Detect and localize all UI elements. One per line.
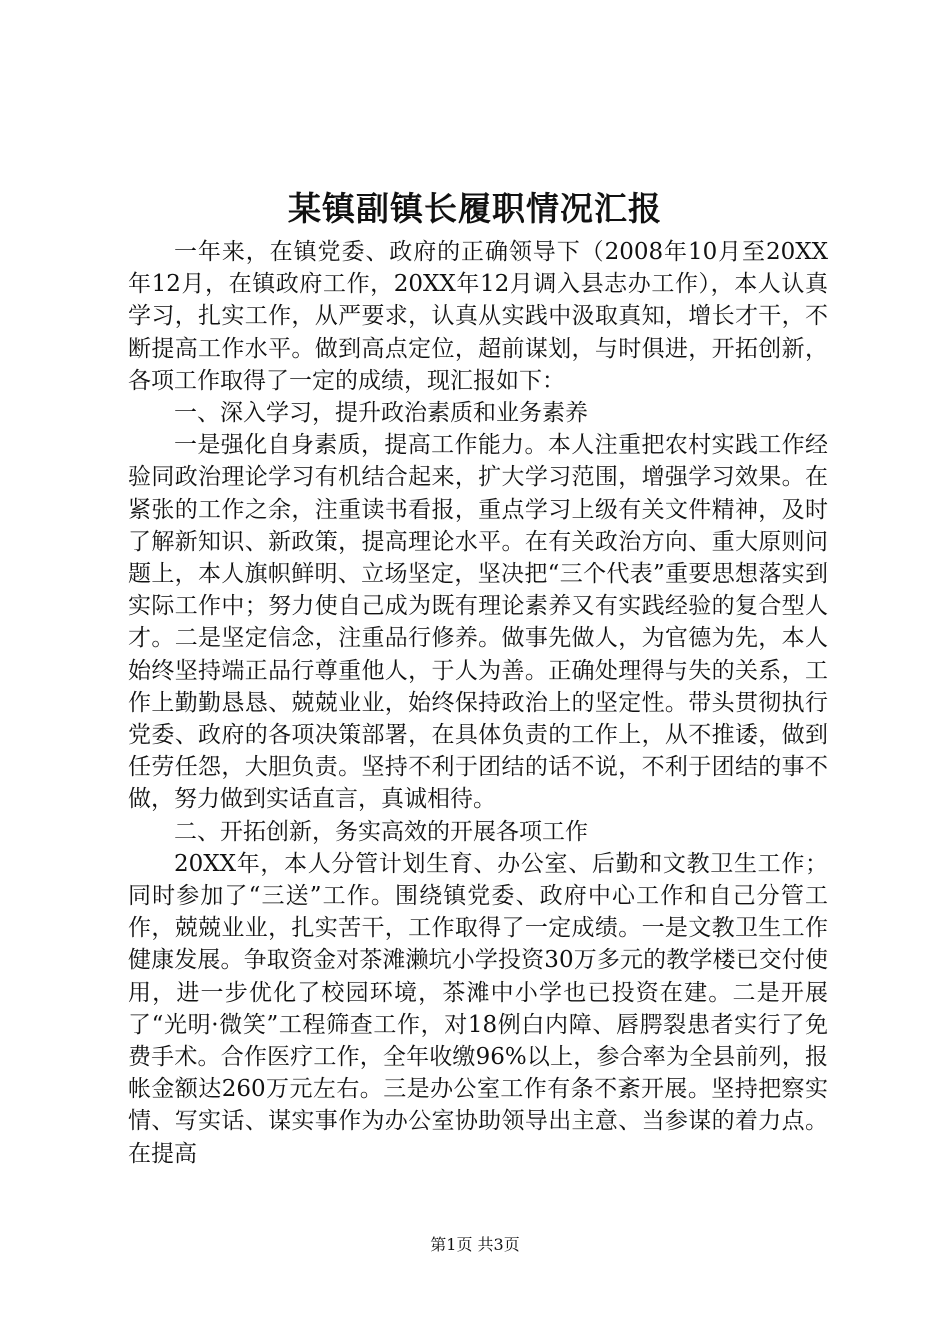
page-footer: 第1页 共3页 <box>430 1235 520 1254</box>
section-heading-2: 二、开拓创新，务实高效的开展各项工作 <box>174 818 588 845</box>
section-heading-1: 一、深入学习，提升政治素质和业务素养 <box>174 400 588 427</box>
page-title: 某镇副镇长履职情况汇报 <box>288 189 662 228</box>
section-1-paragraph: 一是强化自身素质，提高工作能力。本人注重把农村实践工作经验同政治理论学习有机结合起来，扩大学习范围，增强学习效果。在紧张的工作之余，注重读书看报，重点学习上级有关文件精神，及时了解新知识、新政策，提高理论水平。在有关政治方向、重大原则问题上，本人旗帜鲜明、立场坚定，坚决把“三个代表”重要思想落实到实际工作中；努力使自己成为既有理论素养又有实践经验的复合型人才。二是坚定信念，注重品行修养。做事先做人，为官德为先，本人始终坚持端正品行尊重他人，于人为善。正确处理得与失的关系，工作上勤勤恳恳、兢兢业业，始终保持政治上的坚定性。带头贯彻执行党委、政府的各项决策部署，在具体负责的工作上，从不推诿，做到任劳任怨，大胆负责。坚持不利于团结的话不说，不利于团结的事不做，努力做到实话直言，真诚相待。 <box>128 432 828 813</box>
intro-paragraph: 一年来，在镇党委、政府的正确领导下（2008年10月至20XX年12月，在镇政府工作，20XX年12月调入县志办工作），本人认真学习，扎实工作，从严要求，认真从实践中汲取真知，增长才干，不断提高工作水平。做到高点定位，超前谋划，与时俱进，开拓创新，各项工作取得了一定的成绩，现汇报如下： <box>128 239 828 394</box>
section-2-paragraph: 20XX年，本人分管计划生育、办公室、后勤和文教卫生工作；同时参加了“三送”工作。围绕镇党委、政府中心工作和自己分管工作，兢兢业业，扎实苦干，工作取得了一定成绩。一是文教卫生工作健康发展。争取资金对茶滩濑坑小学投资30万多元的教学楼已交付使用，进一步优化了校园环境，茶滩中小学也已投资在建。二是开展了“光明·微笑”工程筛查工作，对18例白内障、唇腭裂患者实行了免费手术。合作医疗工作，全年收缴96%以上，参合率为全县前列，报帐金额达260万元左右。三是办公室工作有条不紊开展。坚持把察实情、写实话、谋实事作为办公室协助领导出主意、当参谋的着力点。在提高 <box>128 850 828 1167</box>
document-body <box>128 236 828 1170</box>
